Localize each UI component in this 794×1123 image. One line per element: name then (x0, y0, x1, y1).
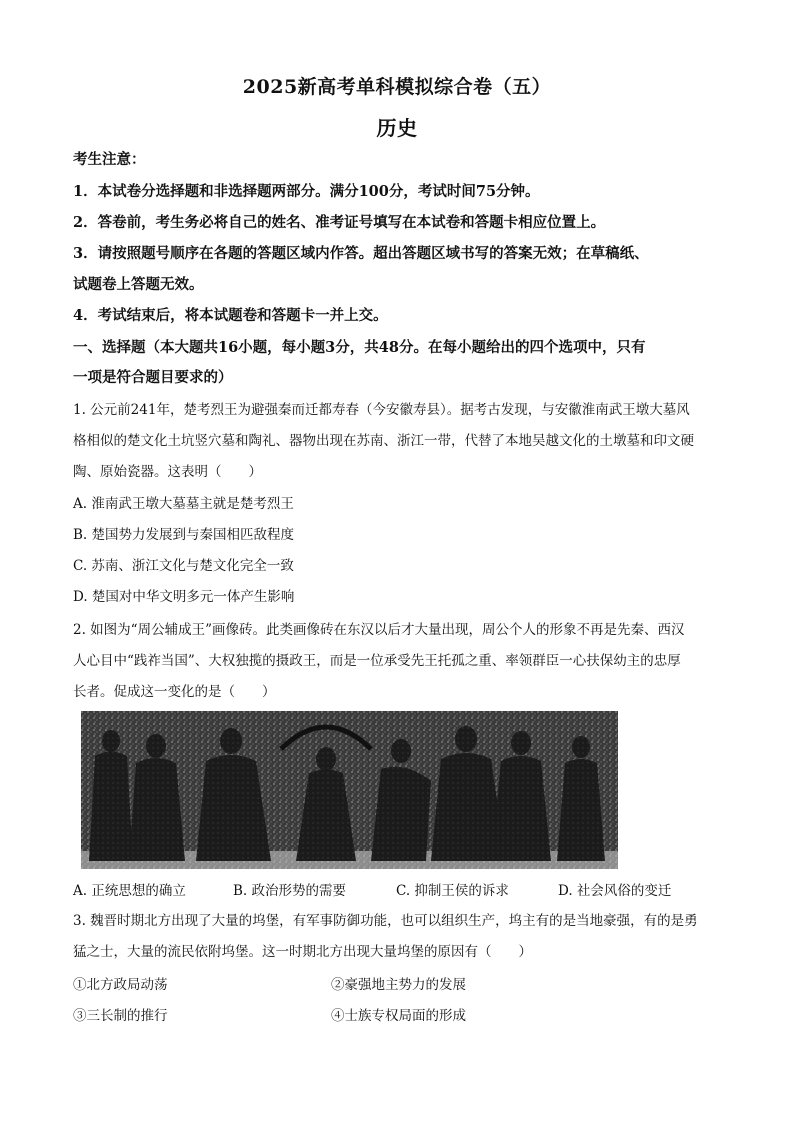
notice-item: 3．请按照题号顺序在各题的答题区域内作答。超出答题区域书写的答案无效；在草稿纸、 (73, 245, 649, 262)
q1-option-c[interactable]: C. 苏南、浙江文化与楚文化完全一致 (73, 558, 294, 574)
q2-option-d[interactable]: D. 社会风俗的变迁 (558, 883, 672, 899)
q3-stem: 猛之士，大量的流民依附坞堡。这一时期北方出现大量坞堡的原因有（ ） (73, 944, 532, 960)
subject-title: 历史 (376, 116, 418, 140)
q1-option-a[interactable]: A. 淮南武王墩大墓墓主就是楚考烈王 (73, 496, 294, 512)
q1-stem: 陶、原始瓷器。这表明（ ） (73, 464, 262, 480)
q3-option-3[interactable]: ③三长制的推行 (73, 1008, 168, 1024)
exam-title: 2025新高考单科模拟综合卷（五） (242, 76, 552, 98)
q1-option-d[interactable]: D. 楚国对中华文明多元一体产生影响 (73, 589, 295, 605)
q1-option-b[interactable]: B. 楚国势力发展到与秦国相匹敌程度 (73, 527, 295, 543)
section-heading: 一、选择题（本大题共16小题，每小题3分，共48分。在每小题给出的四个选项中，只有 (73, 339, 646, 356)
brick-relief-image (81, 711, 618, 869)
q2-stem: 长者。促成这一变化的是（ ） (73, 684, 276, 700)
notice-heading: 考生注意： (73, 151, 146, 168)
q1-stem: 格相似的楚文化土坑竖穴墓和陶礼、器物出现在苏南、浙江一带，代替了本地吴越文化的土墩墓和印文硬 (73, 433, 694, 449)
q2-stem: 人心目中“践祚当国”、大权独揽的摄政王，而是一位承受先王托孤之重、率领群臣一心扶保幼主的忠厚 (73, 653, 681, 669)
q2-option-c[interactable]: C. 抑制王侯的诉求 (396, 883, 509, 899)
section-heading-cont: 一项是符合题目要求的） (73, 369, 233, 386)
notice-item: 2．答卷前，考生务必将自己的姓名、准考证号填写在本试卷和答题卡相应位置上。 (73, 214, 606, 231)
q2-stem: 2. 如图为“周公辅成王”画像砖。此类画像砖在东汉以后才大量出现，周公个人的形象不再是先秦、西汉 (73, 622, 685, 638)
q3-option-1[interactable]: ①北方政局动荡 (73, 977, 168, 993)
q2-option-b[interactable]: B. 政治形势的需要 (233, 883, 347, 899)
q2-option-a[interactable]: A. 正统思想的确立 (73, 883, 186, 899)
q3-option-4[interactable]: ④士族专权局面的形成 (331, 1008, 466, 1024)
notice-item: 4．考试结束后，将本试题卷和答题卡一并上交。 (73, 307, 388, 324)
q3-stem: 3. 魏晋时期北方出现了大量的坞堡，有军事防御功能，也可以组织生产，坞主有的是当地豪强，有的是勇 (73, 913, 698, 929)
q3-option-2[interactable]: ②豪强地主势力的发展 (331, 977, 466, 993)
q1-stem: 1. 公元前241年，楚考烈王为避强秦而迁都寿春（今安徽寿县）。据考古发现，与安徽淮南武王墩大墓风 (73, 402, 690, 418)
notice-item: 试题卷上答题无效。 (73, 276, 204, 293)
notice-item: 1．本试卷分选择题和非选择题两部分。满分100分，考试时间75分钟。 (73, 183, 540, 200)
